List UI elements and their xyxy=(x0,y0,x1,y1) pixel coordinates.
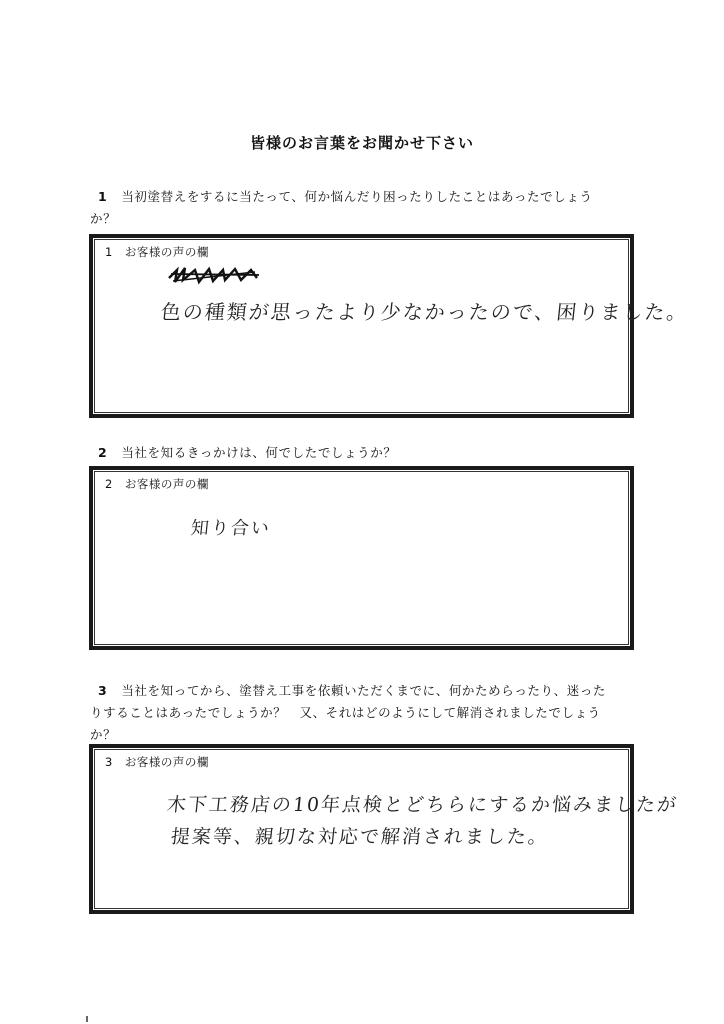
page-title: 皆様のお言葉をお聞かせ下さい xyxy=(249,134,474,152)
box-label xyxy=(105,754,209,770)
question-text-line: か？ xyxy=(90,727,117,742)
box-number: 1 xyxy=(105,245,113,259)
handwritten-answer-line: 提案等、親切な対応で解消されました。 xyxy=(169,826,551,848)
answer-box-2 xyxy=(89,466,634,650)
box-label xyxy=(105,476,209,492)
question-3 xyxy=(90,680,638,746)
scan-mark xyxy=(86,1016,88,1022)
question-text-line: 当社を知ってから、塗替え工事を依頼いただくまでに、何かためらったり、迷った xyxy=(121,683,607,698)
handwritten-answer-line: 知り合い xyxy=(189,518,272,539)
scribble-strikeout xyxy=(165,264,265,286)
question-number: 1 xyxy=(98,189,108,204)
box-label xyxy=(105,244,209,260)
question-text-line: か？ xyxy=(90,211,117,226)
question-2 xyxy=(98,442,638,464)
question-1 xyxy=(90,186,638,230)
answer-box-3 xyxy=(89,744,680,914)
question-text-line: 当初塗替えをするに当たって、何か悩んだり困ったりしたことはあったでしょう xyxy=(121,189,593,204)
question-text-line: りすることはあったでしょうか？ 又、それはどのようにして解消されましたでしょう xyxy=(90,705,601,720)
box-number: 2 xyxy=(105,477,113,491)
handwritten-answer-line: 色の種類が思ったより少なかったので、困りました。 xyxy=(159,300,690,324)
question-number: 2 xyxy=(98,445,108,460)
answer-box-1 xyxy=(89,234,690,418)
box-label-text: お客様の声の欄 xyxy=(124,755,209,769)
box-number: 3 xyxy=(105,755,113,769)
handwritten-answer-line: 木下工務店の10年点検とどちらにするか悩みましたが xyxy=(165,794,680,816)
question-text-line: 当社を知るきっかけは、何でしたでしょうか？ xyxy=(121,445,397,460)
question-number: 3 xyxy=(98,683,108,698)
box-label-text: お客様の声の欄 xyxy=(124,245,209,259)
box-label-text: お客様の声の欄 xyxy=(124,477,209,491)
